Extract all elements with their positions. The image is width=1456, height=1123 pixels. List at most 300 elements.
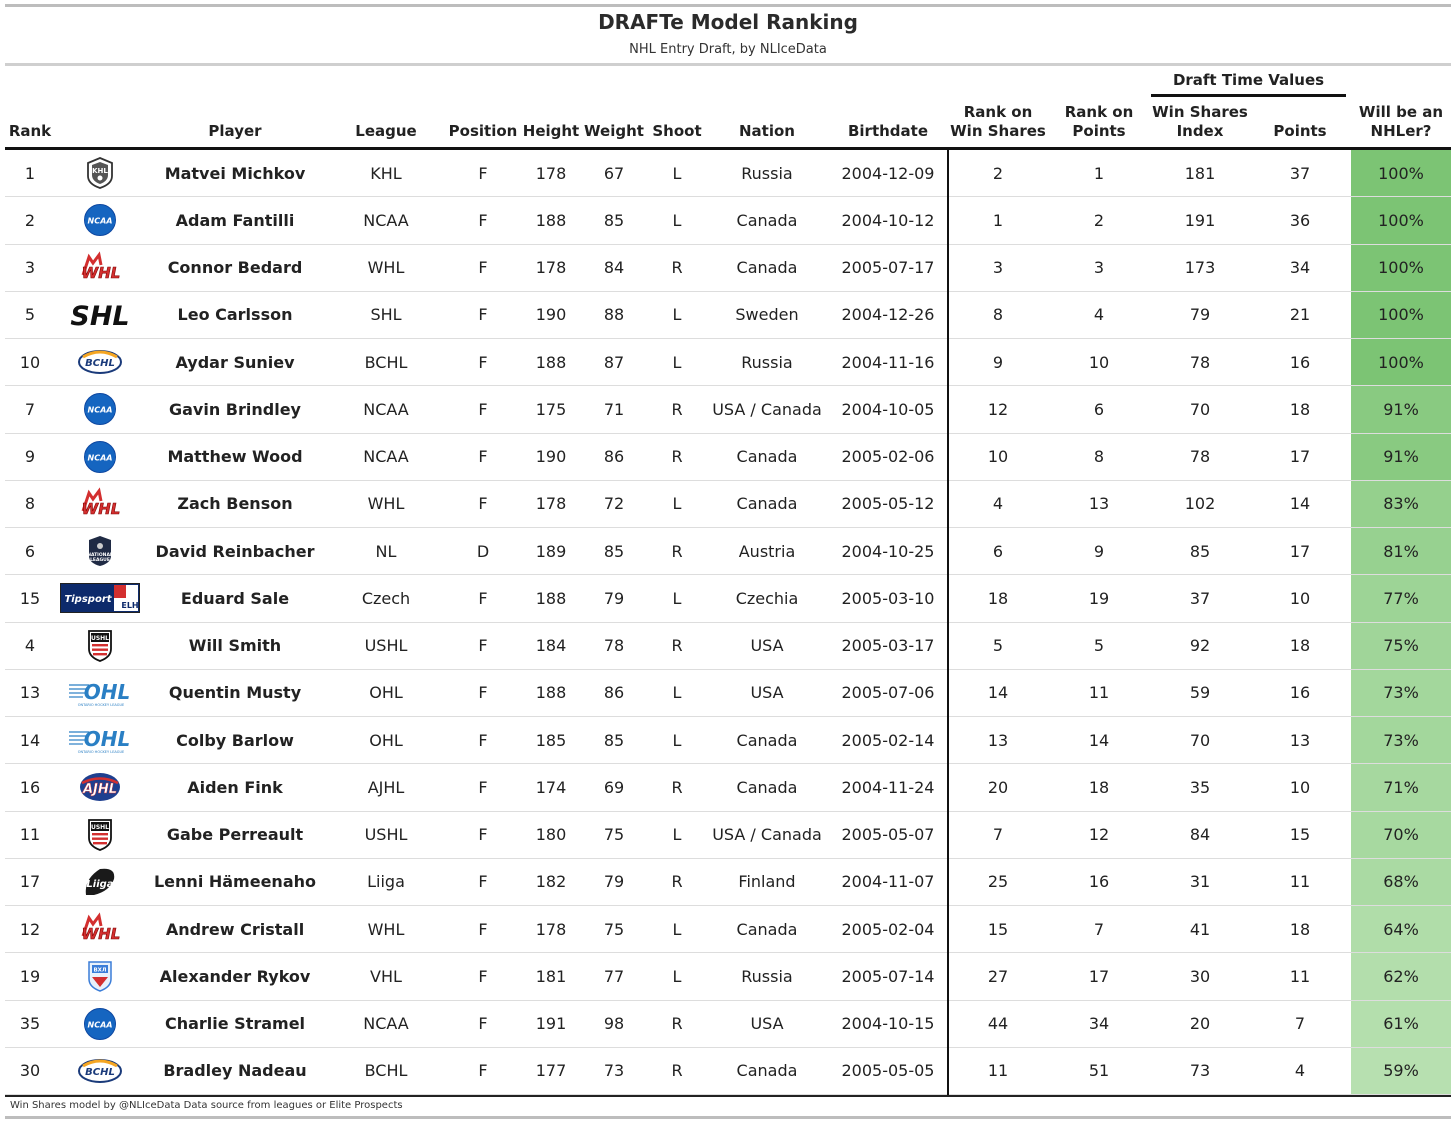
cell-pos: F [478, 730, 488, 750]
table-row [5, 481, 1451, 528]
svg-text:NCAA: NCAA [87, 453, 113, 463]
cell-pos: F [478, 305, 488, 325]
cell-wsi: 70 [1189, 730, 1211, 750]
cell-birth: 2005-05-07 [841, 825, 935, 845]
cell-rank-pts: 51 [1088, 1061, 1110, 1081]
cell-nhler: 68% [1351, 859, 1451, 905]
cell-points: 4 [1294, 1061, 1306, 1081]
cell-wsi: 92 [1189, 636, 1211, 656]
cell-pos: F [478, 494, 488, 514]
table-row [5, 245, 1451, 292]
table-row [5, 670, 1451, 717]
cell-wsi: 30 [1189, 966, 1211, 986]
cell-rank-ws: 5 [992, 636, 1004, 656]
cell-birth: 2004-11-07 [841, 872, 935, 892]
cell-player: Lenni Hämeenaho [153, 872, 316, 892]
cell-points: 13 [1289, 730, 1311, 750]
table-body [5, 150, 1451, 1095]
cell-pos: F [478, 352, 488, 372]
header-position: Position [448, 122, 518, 140]
cell-wsi: 85 [1189, 541, 1211, 561]
cell-nhler: 100% [1351, 150, 1451, 196]
svg-text:OHL: OHL [83, 679, 131, 704]
table-row [5, 717, 1451, 764]
cell-shoot: L [672, 588, 682, 608]
cell-league: VHL [370, 966, 402, 986]
cell-wsi: 73 [1189, 1061, 1211, 1081]
cell-rank-pts: 3 [1093, 258, 1105, 278]
svg-text:NCAA: NCAA [87, 216, 113, 226]
whl-logo-icon [55, 481, 145, 527]
cell-league: KHL [370, 163, 402, 183]
svg-text:SHL: SHL [70, 300, 130, 330]
cell-nation: Czechia [735, 588, 799, 608]
cell-birth: 2005-07-14 [841, 966, 935, 986]
cell-weight: 84 [603, 258, 625, 278]
cell-rank: 17 [19, 872, 41, 892]
svg-text:NCAA: NCAA [87, 405, 113, 415]
cell-rank-pts: 11 [1088, 683, 1110, 703]
top-border [5, 4, 1451, 7]
cell-player: Quentin Musty [168, 683, 302, 703]
cell-points: 37 [1289, 163, 1311, 183]
table-row [5, 1048, 1451, 1095]
cell-height: 185 [535, 730, 567, 750]
cell-shoot: L [672, 305, 682, 325]
svg-text:LEAGUE: LEAGUE [90, 558, 110, 564]
header-player: Player [208, 122, 262, 140]
header-win-shares-index-line1: Win Shares [1152, 103, 1248, 121]
cell-league: OHL [369, 730, 403, 750]
svg-text:ВХЛ: ВХЛ [93, 967, 107, 974]
cell-player: Will Smith [188, 636, 282, 656]
cell-points: 10 [1289, 777, 1311, 797]
svg-text:WHL: WHL [81, 925, 121, 944]
cell-rank-ws: 4 [992, 494, 1004, 514]
bchl-logo-icon [55, 339, 145, 385]
table-row [5, 339, 1451, 386]
cell-rank: 2 [24, 210, 36, 230]
cell-birth: 2005-07-06 [841, 683, 935, 703]
svg-text:USHL: USHL [90, 823, 110, 831]
cell-nation: USA [750, 1014, 784, 1034]
cell-nation: Austria [738, 541, 796, 561]
cell-height: 190 [535, 447, 567, 467]
cell-points: 10 [1289, 588, 1311, 608]
cell-rank: 6 [24, 541, 36, 561]
cell-height: 188 [535, 683, 567, 703]
cell-nhler: 77% [1351, 575, 1451, 621]
cell-wsi: 84 [1189, 825, 1211, 845]
cell-height: 174 [535, 777, 567, 797]
cell-rank: 35 [19, 1014, 41, 1034]
table-title: DRAFTe Model Ranking [598, 10, 858, 34]
cell-league: NCAA [363, 1014, 409, 1034]
cell-birth: 2004-10-15 [841, 1014, 935, 1034]
cell-rank-pts: 5 [1093, 636, 1105, 656]
cell-rank-pts: 4 [1093, 305, 1105, 325]
cell-rank: 15 [19, 588, 41, 608]
cell-birth: 2005-07-17 [841, 258, 935, 278]
cell-shoot: R [671, 1061, 683, 1081]
whl-logo-icon [55, 245, 145, 291]
cell-rank-ws: 13 [987, 730, 1009, 750]
cell-weight: 79 [603, 872, 625, 892]
cell-rank-pts: 17 [1088, 966, 1110, 986]
cell-player: Aiden Fink [187, 777, 283, 797]
cell-rank: 30 [19, 1061, 41, 1081]
cell-rank-ws: 18 [987, 588, 1009, 608]
cell-weight: 85 [603, 730, 625, 750]
cell-rank-pts: 7 [1093, 919, 1105, 939]
cell-rank: 10 [19, 352, 41, 372]
cell-pos: F [478, 966, 488, 986]
cell-shoot: L [672, 825, 682, 845]
cell-rank: 19 [19, 966, 41, 986]
cell-wsi: 37 [1189, 588, 1211, 608]
cell-weight: 86 [603, 683, 625, 703]
cell-height: 178 [535, 258, 567, 278]
cell-rank-ws: 15 [987, 919, 1009, 939]
svg-text:WHL: WHL [81, 263, 121, 282]
cell-points: 11 [1289, 872, 1311, 892]
cell-shoot: R [671, 447, 683, 467]
cell-nhler: 75% [1351, 623, 1451, 669]
cell-rank-ws: 2 [992, 163, 1004, 183]
cell-nation: Finland [738, 872, 796, 892]
cell-rank-pts: 1 [1093, 163, 1105, 183]
header-nation: Nation [739, 122, 795, 140]
cell-birth: 2005-02-06 [841, 447, 935, 467]
cell-birth: 2005-05-05 [841, 1061, 935, 1081]
cell-weight: 98 [603, 1014, 625, 1034]
cell-rank: 14 [19, 730, 41, 750]
cell-nation: Canada [736, 730, 798, 750]
cell-pos: F [478, 399, 488, 419]
cell-player: Leo Carlsson [177, 305, 293, 325]
cell-rank-pts: 9 [1093, 541, 1105, 561]
cell-points: 14 [1289, 494, 1311, 514]
cell-league: WHL [367, 919, 405, 939]
cell-weight: 79 [603, 588, 625, 608]
header-birthdate: Birthdate [847, 122, 929, 140]
cell-shoot: L [672, 494, 682, 514]
cell-nhler: 81% [1351, 528, 1451, 574]
cell-league: Liiga [367, 872, 405, 892]
cell-league: NCAA [363, 210, 409, 230]
cell-weight: 72 [603, 494, 625, 514]
cell-points: 11 [1289, 966, 1311, 986]
cell-league: WHL [367, 258, 405, 278]
table-row [5, 953, 1451, 1000]
spanner-draft-time-values: Draft Time Values [1172, 71, 1325, 89]
cell-rank: 9 [24, 447, 36, 467]
bottom-border [5, 1116, 1451, 1119]
cell-nation: USA / Canada [712, 825, 822, 845]
cell-rank-ws: 1 [992, 210, 1004, 230]
cell-weight: 69 [603, 777, 625, 797]
cell-birth: 2005-03-17 [841, 636, 935, 656]
cell-wsi: 102 [1184, 494, 1216, 514]
cell-wsi: 181 [1184, 163, 1216, 183]
cell-birth: 2005-05-12 [841, 494, 935, 514]
cell-shoot: L [672, 210, 682, 230]
svg-text:USHL: USHL [90, 634, 110, 642]
cell-shoot: R [671, 872, 683, 892]
cell-rank: 12 [19, 919, 41, 939]
cell-pos: F [478, 683, 488, 703]
cell-pos: F [478, 1061, 488, 1081]
cell-weight: 85 [603, 541, 625, 561]
svg-text:BCHL: BCHL [85, 1066, 115, 1078]
cell-rank: 16 [19, 777, 41, 797]
cell-nhler: 100% [1351, 245, 1451, 291]
cell-wsi: 79 [1189, 305, 1211, 325]
cell-rank-ws: 7 [992, 825, 1004, 845]
cell-nhler: 64% [1351, 906, 1451, 952]
cell-rank-pts: 6 [1093, 399, 1105, 419]
cell-shoot: R [671, 258, 683, 278]
cell-weight: 77 [603, 966, 625, 986]
cell-pos: F [478, 777, 488, 797]
cell-rank-ws: 25 [987, 872, 1009, 892]
cell-height: 178 [535, 919, 567, 939]
cell-height: 182 [535, 872, 567, 892]
cell-birth: 2004-11-16 [841, 352, 935, 372]
cell-nhler: 73% [1351, 670, 1451, 716]
svg-text:Liiga: Liiga [86, 878, 114, 890]
cell-player: Matthew Wood [167, 447, 303, 467]
cell-height: 181 [535, 966, 567, 986]
svg-text:WHL: WHL [81, 499, 121, 518]
header-rank-win-shares-line1: Rank on [963, 103, 1033, 121]
ushl-logo-icon [55, 812, 145, 858]
cell-player: Eduard Sale [180, 588, 290, 608]
cell-points: 36 [1289, 210, 1311, 230]
cell-weight: 71 [603, 399, 625, 419]
header-rank-points-line2: Points [1072, 122, 1126, 140]
cell-rank: 11 [19, 825, 41, 845]
cell-player: Charlie Stramel [164, 1014, 306, 1034]
cell-league: USHL [364, 825, 408, 845]
table-subtitle: NHL Entry Draft, by NLIceData [629, 42, 827, 57]
cell-nhler: 62% [1351, 953, 1451, 999]
header-rank-win-shares-line2: Win Shares [950, 122, 1046, 140]
cell-rank: 13 [19, 683, 41, 703]
cell-wsi: 70 [1189, 399, 1211, 419]
cell-wsi: 41 [1189, 919, 1211, 939]
cell-rank-pts: 2 [1093, 210, 1105, 230]
cell-weight: 85 [603, 210, 625, 230]
bchl-logo-icon [55, 1048, 145, 1094]
cell-nhler: 61% [1351, 1001, 1451, 1047]
cell-rank-pts: 8 [1093, 447, 1105, 467]
cell-shoot: L [672, 730, 682, 750]
cell-rank-pts: 14 [1088, 730, 1110, 750]
cell-birth: 2004-12-09 [841, 163, 935, 183]
cell-birth: 2004-10-12 [841, 210, 935, 230]
cell-wsi: 78 [1189, 352, 1211, 372]
cell-league: NL [375, 541, 397, 561]
svg-text:NATIONAL: NATIONAL [87, 553, 113, 559]
cell-nation: USA [750, 683, 784, 703]
cell-rank-ws: 10 [987, 447, 1009, 467]
header-league: League [355, 122, 417, 140]
cell-pos: D [476, 541, 490, 561]
cell-nation: Canada [736, 494, 798, 514]
cell-shoot: R [671, 541, 683, 561]
cell-rank-pts: 18 [1088, 777, 1110, 797]
cell-nation: Canada [736, 447, 798, 467]
header-points: Points [1273, 122, 1327, 140]
cell-nation: Canada [736, 1061, 798, 1081]
cell-league: SHL [370, 305, 402, 325]
cell-nhler: 91% [1351, 434, 1451, 480]
cell-nation: Canada [736, 258, 798, 278]
vhl-logo-icon [55, 953, 145, 999]
cell-player: Bradley Nadeau [163, 1061, 307, 1081]
cell-player: Gavin Brindley [169, 399, 301, 419]
cell-weight: 88 [603, 305, 625, 325]
cell-rank: 1 [24, 163, 36, 183]
table-row [5, 623, 1451, 670]
cell-shoot: L [672, 919, 682, 939]
cell-rank: 7 [24, 399, 36, 419]
cell-nhler: 71% [1351, 764, 1451, 810]
cell-league: NCAA [363, 447, 409, 467]
header-nhler-line1: Will be an [1358, 103, 1444, 121]
svg-text:NCAA: NCAA [87, 1020, 113, 1030]
cell-shoot: R [671, 1014, 683, 1034]
cell-points: 17 [1289, 447, 1311, 467]
cell-pos: F [478, 163, 488, 183]
cell-rank-pts: 10 [1088, 352, 1110, 372]
whl-logo-icon [55, 906, 145, 952]
ohl-logo-icon [55, 717, 145, 763]
cell-height: 190 [535, 305, 567, 325]
header-rank-points-line1: Rank on [1064, 103, 1134, 121]
cell-rank-pts: 13 [1088, 494, 1110, 514]
header-nhler-line2: NHLer? [1370, 122, 1432, 140]
cell-league: AJHL [367, 777, 405, 797]
subtitle-divider [5, 63, 1451, 66]
cell-pos: F [478, 636, 488, 656]
tipsport-elh-logo-icon [55, 575, 145, 621]
cell-player: Matvei Michkov [164, 163, 306, 183]
cell-rank-ws: 20 [987, 777, 1009, 797]
cell-wsi: 20 [1189, 1014, 1211, 1034]
cell-birth: 2005-03-10 [841, 588, 935, 608]
cell-wsi: 191 [1184, 210, 1216, 230]
cell-points: 21 [1289, 305, 1311, 325]
header-win-shares-index-line2: Index [1176, 122, 1224, 140]
svg-text:OHL: OHL [83, 727, 131, 752]
cell-rank: 3 [24, 258, 36, 278]
cell-pos: F [478, 210, 488, 230]
cell-pos: F [478, 258, 488, 278]
cell-points: 16 [1289, 352, 1311, 372]
cell-points: 18 [1289, 399, 1311, 419]
cell-pos: F [478, 919, 488, 939]
cell-birth: 2005-02-14 [841, 730, 935, 750]
cell-nhler: 91% [1351, 386, 1451, 432]
cell-shoot: L [672, 163, 682, 183]
cell-wsi: 173 [1184, 258, 1216, 278]
cell-league: BCHL [364, 352, 408, 372]
svg-text:BCHL: BCHL [85, 358, 115, 370]
cell-height: 191 [535, 1014, 567, 1034]
cell-height: 180 [535, 825, 567, 845]
cell-weight: 78 [603, 636, 625, 656]
cell-points: 17 [1289, 541, 1311, 561]
cell-player: Alexander Rykov [159, 966, 311, 986]
shl-logo-icon [55, 292, 145, 338]
cell-nation: Canada [736, 919, 798, 939]
cell-weight: 86 [603, 447, 625, 467]
cell-height: 175 [535, 399, 567, 419]
cell-player: Andrew Cristall [165, 919, 305, 939]
cell-player: David Reinbacher [155, 541, 315, 561]
table-row [5, 764, 1451, 811]
cell-nhler: 73% [1351, 717, 1451, 763]
cell-height: 178 [535, 494, 567, 514]
cell-nation: Sweden [735, 305, 799, 325]
header-rank: Rank [8, 122, 52, 140]
spanner-rule [1151, 94, 1346, 97]
cell-weight: 75 [603, 825, 625, 845]
cell-height: 184 [535, 636, 567, 656]
cell-shoot: L [672, 966, 682, 986]
cell-shoot: R [671, 777, 683, 797]
cell-birth: 2004-10-25 [841, 541, 935, 561]
table-row [5, 1001, 1451, 1048]
cell-nhler: 83% [1351, 481, 1451, 527]
cell-nation: Canada [736, 210, 798, 230]
cell-height: 189 [535, 541, 567, 561]
svg-text:ONTARIO HOCKEY LEAGUE: ONTARIO HOCKEY LEAGUE [77, 750, 125, 755]
cell-nation: USA [750, 636, 784, 656]
ohl-logo-icon [55, 670, 145, 716]
table-row [5, 906, 1451, 953]
cell-points: 18 [1289, 919, 1311, 939]
cell-rank-ws: 27 [987, 966, 1009, 986]
cell-rank-ws: 6 [992, 541, 1004, 561]
cell-points: 18 [1289, 636, 1311, 656]
cell-player: Colby Barlow [176, 730, 294, 750]
header-height: Height [522, 122, 580, 140]
cell-player: Gabe Perreault [166, 825, 304, 845]
cell-nation: Russia [741, 966, 793, 986]
cell-wsi: 78 [1189, 447, 1211, 467]
cell-nhler: 100% [1351, 292, 1451, 338]
cell-league: BCHL [364, 1061, 408, 1081]
cell-nhler: 100% [1351, 197, 1451, 243]
cell-league: OHL [369, 683, 403, 703]
cell-shoot: R [671, 399, 683, 419]
table-row [5, 292, 1451, 339]
cell-nation: Russia [741, 352, 793, 372]
cell-rank-ws: 14 [987, 683, 1009, 703]
ncaa-logo-icon [55, 197, 145, 243]
cell-points: 34 [1289, 258, 1311, 278]
cell-league: WHL [367, 494, 405, 514]
cell-rank-pts: 19 [1088, 588, 1110, 608]
table-row [5, 528, 1451, 575]
cell-weight: 67 [603, 163, 625, 183]
cell-shoot: L [672, 352, 682, 372]
cell-shoot: R [671, 636, 683, 656]
cell-pos: F [478, 588, 488, 608]
